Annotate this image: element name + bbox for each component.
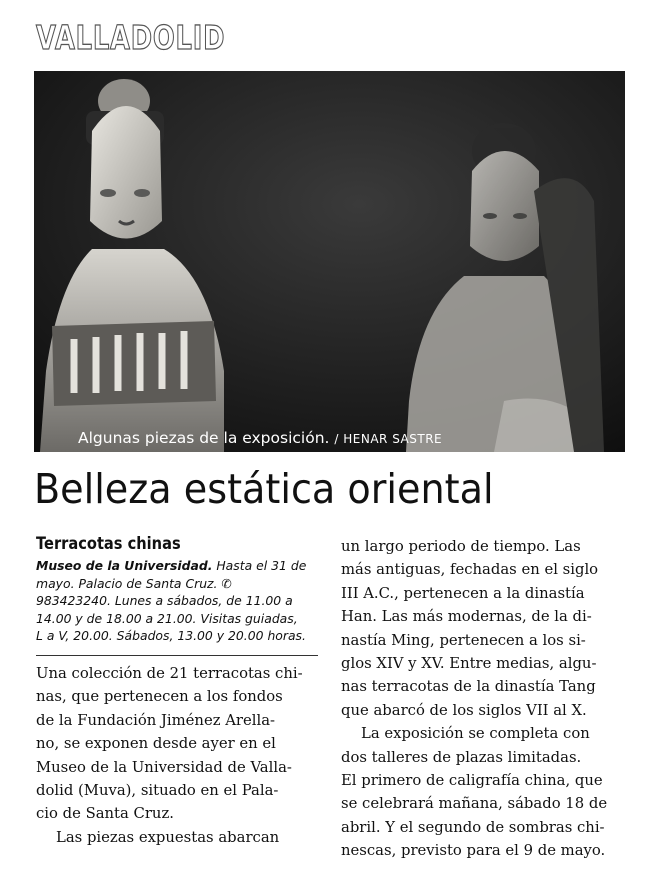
- body-line: se celebrará mañana, sábado 18 de: [341, 795, 608, 813]
- body-line: que abarcó de los siglos VII al X.: [341, 701, 587, 719]
- right-column: [341, 535, 626, 863]
- caption-text: Algunas piezas de la exposición.: [78, 429, 330, 447]
- photo-caption: [78, 429, 442, 447]
- info-line: 14.00 y de 18.00 a 21.00. Visitas guiadas,: [36, 610, 298, 626]
- body-line: dos talleres de plazas limitadas.: [341, 748, 582, 766]
- body-line: glos XIV y XV. Entre medias, algu-: [341, 655, 597, 673]
- body-line: nastía Ming, pertenecen a los si-: [341, 631, 586, 649]
- terracotta-figures-image: [34, 71, 625, 452]
- body-line: dolid (Muva), situado en el Pala-: [36, 782, 279, 799]
- info-line: L a V, 20.00. Sábados, 13.00 y 20.00 horas.: [36, 628, 306, 644]
- body-line: más antiguas, fechadas en el siglo: [341, 561, 599, 579]
- info-venue: Museo de la Universidad.: [36, 558, 213, 573]
- body-line: El primero de caligrafía china, que: [341, 772, 603, 790]
- body-line: cio de Santa Cruz.: [36, 805, 174, 823]
- section-label: VALLADOLID: [36, 18, 226, 57]
- body-line: Una colección de 21 terracotas chi-: [36, 664, 303, 682]
- body-line: nas terracotas de la dinastía Tang: [341, 678, 596, 696]
- article-headline: Belleza estática oriental: [34, 465, 494, 513]
- info-line: Hasta el 31 de: [212, 558, 307, 573]
- body-line: no, se exponen desde ayer en el: [36, 735, 276, 753]
- exhibition-photo: [34, 71, 625, 452]
- body-line: nescas, previsto para el 9 de mayo.: [341, 842, 606, 860]
- body-line: un largo periodo de tiempo. Las: [341, 538, 581, 555]
- photo-credit: / HENAR SASTRE: [334, 432, 443, 446]
- body-line: Han. Las más modernas, de la di-: [341, 608, 592, 626]
- info-line: mayo. Palacio de Santa Cruz. ✆: [36, 575, 232, 591]
- body-line: Las piezas expuestas abarcan: [56, 828, 280, 846]
- body-line: nas, que pertenecen a los fondos: [36, 688, 283, 706]
- body-text-right: [341, 535, 626, 863]
- body-line: III A.C., pertenecen a la dinastía: [341, 584, 585, 602]
- body-line: abril. Y el segundo de sombras chi-: [341, 818, 605, 836]
- info-line: 983423240. Lunes a sábados, de 11.00 a: [36, 593, 293, 609]
- body-line: de la Fundación Jiménez Arella-: [36, 711, 276, 729]
- left-column: [36, 534, 318, 849]
- info-divider: [36, 655, 318, 656]
- body-line: Museo de la Universidad de Valla-: [36, 758, 292, 776]
- body-line: La exposición se completa con: [361, 725, 590, 743]
- info-box-text: [36, 557, 318, 645]
- body-text-left: [36, 662, 318, 849]
- info-box-title: Terracotas chinas: [36, 534, 181, 554]
